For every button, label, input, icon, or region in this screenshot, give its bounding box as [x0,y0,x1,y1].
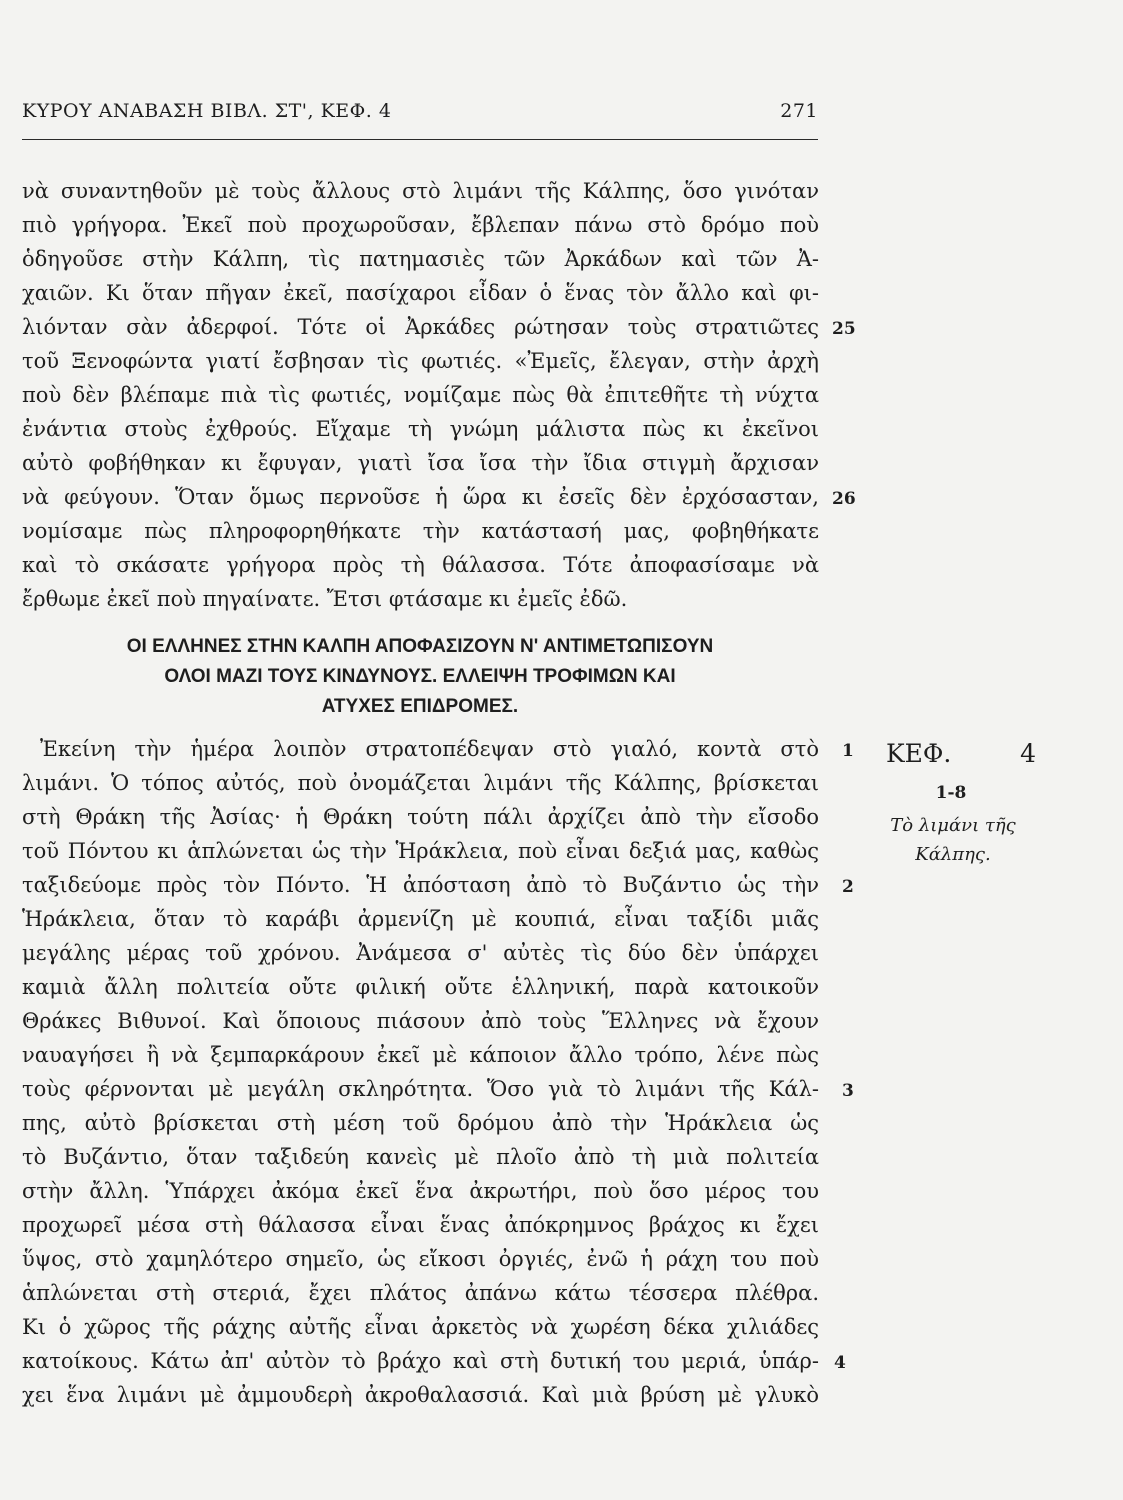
heading-line: ΑΤΥΧΕΣ ΕΠΙΔΡΟΜΕΣ. [321,696,519,717]
margin-section-number: 3 [842,1081,854,1101]
header-rule [22,139,818,140]
text-line: ἔρθωμε ἐκεῖ ποὺ πηγαίνατε. Ἔτσι φτάσαμε κι ἐμεῖς ἐδῶ. [22,587,628,611]
section-title-line: Τὸ λιμάνι τῆς [890,815,1016,836]
heading-line: ΟΛΟΙ ΜΑΖΙ ΤΟΥΣ ΚΙΝΔΥΝΟΥΣ. ΕΛΛΕΙΨΗ ΤΡΟΦΙΜΩΝ ΚΑΙ [164,666,676,687]
section-title-line: Κάλπης. [915,844,991,865]
margin-section-number: 1 [842,741,854,761]
text-line: χαιῶν. Κι ὅταν πῆγαν ἐκεῖ, πασίχαροι εἶδαν ὁ ἕνας τὸν ἄλλο καὶ φι- [22,281,819,305]
text-line: τοῦ Πόντου κι ἁπλώνεται ὡς τὴν Ἡράκλεια, ποὺ εἶναι δεξιά μας, καθὼς [22,839,819,863]
text-line: στὴ Θράκη τῆς Ἀσίας· ἡ Θράκη τούτη πάλι ἀρχίζει ἀπὸ τὴν εἴσοδο [22,805,819,829]
text-line: Κι ὁ χῶρος τῆς ράχης αὐτῆς εἶναι ἀρκετὸς νὰ χωρέση δέκα χιλιάδες [22,1315,819,1339]
text-line: Ἐκείνη τὴν ἡμέρα λοιπὸν στρατοπέδεψαν στὸ γιαλό, κοντὰ στὸ [40,737,819,761]
text-line: λιμάνι. Ὁ τόπος αὐτός, ποὺ ὀνομάζεται λιμάνι τῆς Κάλπης, βρίσκεται [22,771,819,795]
text-line: κατοίκους. Κάτω ἀπ' αὐτὸν τὸ βράχο καὶ στὴ δυτική του μεριά, ὑπάρ- [22,1349,819,1373]
text-line: αὐτὸ φοβήθηκαν κι ἔφυγαν, γιατὶ ἴσα ἴσα τὴν ἴδια στιγμὴ ἄρχισαν [22,451,819,475]
text-line: Θράκες Βιθυνοί. Καὶ ὅποιους πιάσουν ἀπὸ τοὺς Ἕλληνες νὰ ἔχουν [22,1009,819,1033]
margin-section-number: 25 [832,319,856,339]
text-line: νὰ φεύγουν. Ὅταν ὅμως περνοῦσε ἡ ὥρα κι ἐσεῖς δὲν ἐρχόσασταν, [22,485,819,509]
text-line: πης, αὐτὸ βρίσκεται στὴ μέση τοῦ δρόμου ἀπὸ τὴν Ἡράκλεια ὡς [22,1111,819,1135]
text-line: ὕψος, στὸ χαμηλότερο σημεῖο, ὡς εἴκοσι ὀργιές, ἐνῶ ἡ ράχη του ποὺ [22,1247,819,1271]
margin-section-number: 2 [842,877,854,897]
text-line: καὶ τὸ σκάσατε γρήγορα πρὸς τὴ θάλασσα. Τότε ἀποφασίσαμε νὰ [22,553,819,577]
running-title: ΚΥΡΟΥ ΑΝΑΒΑΣΗ ΒΙΒΛ. ΣΤ', ΚΕΦ. 4 [22,100,392,122]
text-line: τὸ Βυζάντιο, ὅταν ταξιδεύη κανεὶς μὲ πλοῖο ἀπὸ τὴ μιὰ πολιτεία [22,1145,819,1169]
text-line: ποὺ δὲν βλέπαμε πιὰ τὶς φωτιές, νομίζαμε πὼς θὰ ἐπιτεθῆτε τὴ νύχτα [22,383,819,407]
text-line: πιὸ γρήγορα. Ἐκεῖ ποὺ προχωροῦσαν, ἔβλεπαν πάνω στὸ δρόμο ποὺ [22,213,819,237]
text-line: στὴν ἄλλη. Ὑπάρχει ἀκόμα ἐκεῖ ἕνα ἀκρωτήρι, ποὺ ὅσο μέρος του [22,1179,819,1203]
text-line: νὰ συναντηθοῦν μὲ τοὺς ἄλλους στὸ λιμάνι τῆς Κάλπης, ὅσο γινόταν [22,179,819,203]
heading-line: ΟΙ ΕΛΛΗΝΕΣ ΣΤΗΝ ΚΑΛΠΗ ΑΠΟΦΑΣΙΖΟΥΝ Ν' ΑΝΤΙΜΕΤΩΠΙΣΟΥΝ [126,636,714,657]
chapter-number: 4 [1020,739,1036,768]
text-line: νομίσαμε πὼς πληροφορηθήκατε τὴν κατάστασή μας, φοβηθήκατε [22,519,819,543]
text-line: τοῦ Ξενοφώντα γιατί ἔσβησαν τὶς φωτιές. «Ἐμεῖς, ἔλεγαν, στὴν ἀρχὴ [22,349,819,373]
text-line: ταξιδεύομε πρὸς τὸν Πόντο. Ἡ ἀπόσταση ἀπὸ τὸ Βυζάντιο ὡς τὴν [22,873,819,897]
text-line: χει ἕνα λιμάνι μὲ ἀμμουδερὴ ἀκροθαλασσιά. Καὶ μιὰ βρύση μὲ γλυκὸ [22,1383,819,1407]
text-line: προχωρεῖ μέσα στὴ θάλασσα εἶναι ἕνας ἀπόκρημνος βράχος κι ἔχει [22,1213,819,1237]
text-line: καμιὰ ἄλλη πολιτεία οὔτε φιλική οὔτε ἑλληνική, παρὰ κατοικοῦν [22,975,819,999]
text-line: ναυαγήσει ἢ νὰ ξεμπαρκάρουν ἐκεῖ μὲ κάποιον ἄλλο τρόπο, λένε πὼς [22,1043,819,1067]
text-line: τοὺς φέρνονται μὲ μεγάλη σκληρότητα. Ὅσο γιὰ τὸ λιμάνι τῆς Κάλ- [22,1077,819,1101]
sidebar-section-range: 1-8 [935,783,967,803]
margin-section-number: 4 [834,1353,846,1373]
text-line: ἁπλώνεται στὴ στεριά, ἔχει πλάτος ἀπάνω κάτω τέσσερα πλέθρα. [22,1281,819,1305]
text-line: ὁδηγοῦσε στὴν Κάλπη, τὶς πατημασιὲς τῶν Ἀρκάδων καὶ τῶν Ἀ- [22,247,819,271]
text-line: μεγάλης μέρας τοῦ χρόνου. Ἀνάμεσα σ' αὐτὲς τὶς δύο δὲν ὑπάρχει [22,941,819,965]
sidebar-section-title [878,811,1028,869]
chapter-label: ΚΕΦ. [886,739,952,768]
text-line: Ἡράκλεια, ὅταν τὸ καράβι ἀρμενίζη μὲ κουπιά, εἶναι ταξίδι μιᾶς [22,907,819,931]
page-number: 271 [780,100,818,122]
text-line: ἐνάντια στοὺς ἐχθρούς. Εἴχαμε τὴ γνώμη μάλιστα πὼς κι ἐκεῖνοι [22,417,819,441]
margin-section-number: 26 [832,489,856,509]
text-line: λιόνταν σὰν ἀδερφοί. Τότε οἱ Ἀρκάδες ρώτησαν τοὺς στρατιῶτες [22,315,819,339]
